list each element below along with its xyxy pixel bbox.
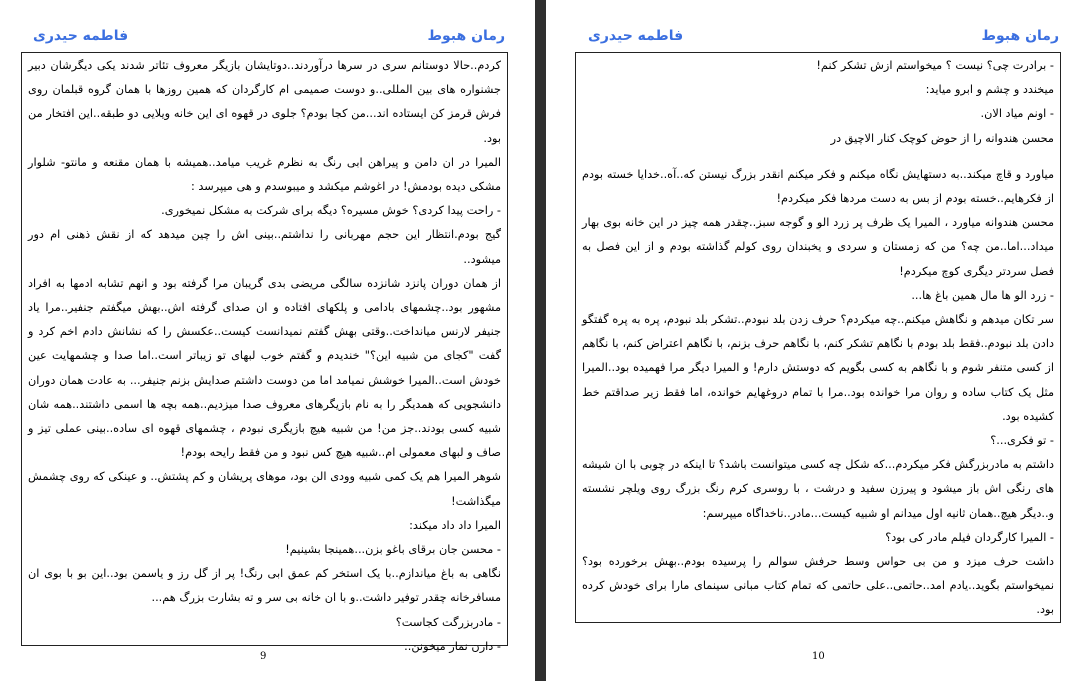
left-text-frame — [21, 52, 508, 653]
right-page — [546, 0, 1073, 681]
paragraph: - محسن جان برقای باغو بزن...همینجا بشینیم! — [285, 543, 501, 557]
page-number: 9 — [260, 651, 267, 662]
paragraph: المیرا در ان دامن و پیراهن ابی رنگ به نظرم غریب میامد..همیشه با همان مقنعه و مانتو- شلوار مشکی دیده بودمش! در اغوشم میکشد و میبوسدم و هی میپرسد : — [28, 155, 501, 194]
paragraph: نگاهی به باغ میاندازم..با یک استخر کم عمق ابی رنگ! پر از گل رز و یاسمن بود..این بو با بوی ان مسافرخانه چقدر توفیر داشت..و با ان خانه بی سر و ته بشارت بزرگ هم... — [28, 567, 501, 605]
paragraph: - اونم میاد الان. — [980, 107, 1054, 121]
paragraph: داشت حرف میزد و من بی حواس وسط حرفش سوالم را پرسیده بودم..بهش برخورده بود؟ نمیخواستم بگوید..یادم امد..حاتمی..علی حاتمی که تمام کتاب مبانی سینمای مارا برای خودش کرده بود. — [582, 555, 1054, 617]
paragraph: المیرا داد داد میکند: — [409, 518, 501, 532]
paragraph: میخندد و چشم و ابرو میاید: — [925, 83, 1054, 97]
paragraph: محسن هندوانه میاورد ، المیرا یک ظرف پر زرد الو و گوجه سبز..چقدر همه چیز در این خانه بوی بهار میداد...اما..من چه؟ من که زمستان و سردی و یخبندان روی کولم گذاشته بودم و از این فصل به فصل سردتر دیگری کوچ میکردم! — [582, 216, 1054, 278]
paragraph: - المیرا کارگردان فیلم مادر کی بود؟ — [885, 530, 1054, 544]
paragraph: - دارن نماز میخونن.. — [404, 639, 501, 653]
paragraph: گیج بودم.انتظار این حجم مهربانی را نداشتم..بینی اش را چین میدهد که از نقش ذهنی ام دور میشود.. — [28, 228, 501, 266]
paragraph: محسن هندوانه را از حوض کوچک کنار الاچیق در — [830, 131, 1054, 145]
left-page — [0, 0, 535, 681]
paragraph: - تو فکری...؟ — [990, 434, 1054, 448]
author-name: فاطمه حیدری — [33, 28, 129, 44]
paragraph: میاورد و قاچ میکند..به دستهایش نگاه میکنم و فکر میکنم انقدر بزرگ نیستن که..آه..خدایا خسته بودم از فکرهایم..خسته بودم از بس به دست مردها فکر میکردم! — [582, 167, 1054, 206]
right-text-frame — [575, 52, 1061, 623]
paragraph: - مادربزرگت کجاست؟ — [395, 615, 501, 629]
novel-title: رمان هبوط — [427, 28, 505, 44]
paragraph: سر تکان میدهم و نگاهش میکنم..چه میکردم؟ حرف زدن بلد نبودم..تشکر بلد نبودم، پره به پره گفتگو دادن بلد نبودم..فقط بلد بودم با نگاهم تشکر کنم، با نگاهم حرف بزنم، با نگاهم اعتراض کنم، با نگاهم از کسی متنفر شوم و با نگاهم به کسی بگویم که دوستش دارم! و المیرا دیگر مرا فهمیده بود..المیرا مثل یک کتاب ساده و روان مرا خوانده بود..مرا با تمام دروغهایم خوانده، اما فقط زیر صداقتم خط کشیده بود. — [582, 313, 1054, 423]
paragraph: شوهر المیرا هم یک کمی شبیه وودی الن بود، موهای پریشان و کم پشتش.. و عینکی که روی چشمش میگذاشت! — [28, 470, 501, 508]
novel-title: رمان هبوط — [981, 28, 1059, 44]
paragraph: - راحت پیدا کردی؟ خوش مسیره؟ دیگه برای شرکت به مشکل نمیخوری. — [161, 204, 501, 218]
author-name: فاطمه حیدری — [588, 28, 684, 44]
paragraph: کردم..حالا دوستانم سری در سرها درآوردند..دوتایشان بازیگر معروف تئاتر شدند یکی دیگرشان دبیر جشنواره های بین المللی..و دوست صمیمی ام کارگردان که همین روزها با همان گروه قبلمان روی فرش قرمز کن ایستاده اند...من کجا بودم؟ جلوی در قهوه ای این خانه ویلایی دو طبقه..این افتخار من بود. — [28, 59, 501, 145]
paragraph: - زرد الو ها مال همین باغ ها... — [911, 288, 1054, 302]
paragraph: داشتم به مادربزرگش فکر میکردم...که شکل چه کسی میتوانست باشد؟ تا اینکه در چوبی با ان شیشه های رنگی اش باز میشود و پیرزن سفید و درشت ، با روسری کرم رنگ بزرگ روی ویلچر نشسته و..دیگر هیچ..همان ثانیه اول میدانم او شبیه کیست...مادر..ناخداگاه میپرسم: — [582, 458, 1054, 520]
paragraph: از همان دوران پانزد شانزده سالگی مریضی بدی گریبان مرا گرفته بود و انهم تشابه ادمها به افراد مشهور بود..چشمهای بادامی و پلکهای افتاده و ان صدای گرفته اش..بهش میگفتم جنفیر..مرا یاد جنیفر لارنس میانداخت..وقتی بهش گفتم نمیدانست کیست..عکسش را که نشانش دادم اخم کرد و گفت "کجای من شبیه این؟" خندیدم و گفتم خوب لبهای تو زیباتر است..اما صدا و چشمهایت عین خودش است..المیرا خوشش نمیامد اما من دوست داشتم صدایش بزنم جنیفر... به عادت همان دوران دانشجویی که همدیگر را به نام بازیگرهای معروف صدا میزدیم..همه بچه ها اسمی داشتند..همه شان شبیه کسی بودند..جز من! من شبیه هیچ بازیگری نبودم ، چشمهای قهوه ای ساده..بینی عملی تیز و صاف و لبهای معمولی ام..شبیه هیچ کس نبود و من فقط رایحه بودم! — [28, 276, 501, 460]
paragraph: - برادرت چی؟ نیست ؟ میخواستم ازش تشکر کنم! — [816, 59, 1054, 72]
page-number: 10 — [812, 651, 825, 662]
book-gutter — [535, 0, 546, 681]
